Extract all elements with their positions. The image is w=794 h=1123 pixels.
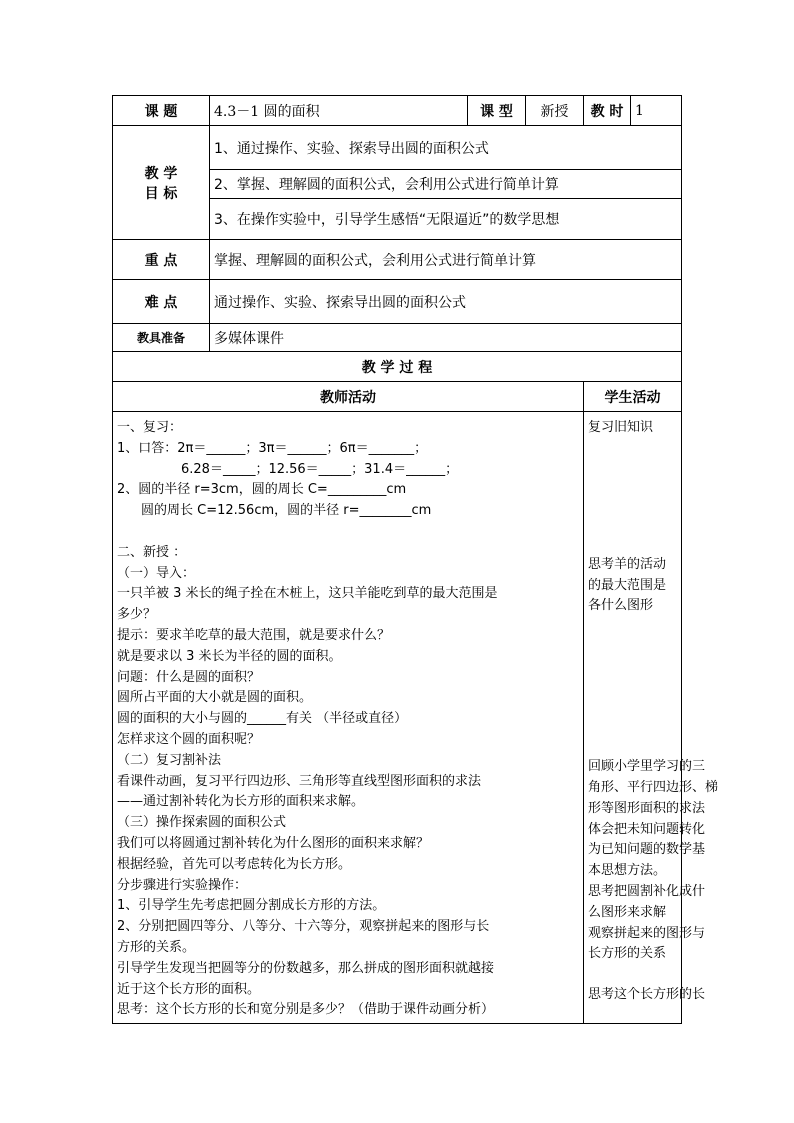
student-think-sheep: 思考羊的活动的最大范围是各什么图形 (588, 556, 667, 614)
goals-label-line1: 教 学 (144, 165, 178, 182)
teacher-line: 提示：要求羊吃草的最大范围，就是要求什么？ (117, 627, 391, 643)
student-recall-line: 回顾小学里学习的三 (588, 759, 706, 775)
teacher-line: 1、引导学生先考虑把圆分割成长方形的方法。 (117, 898, 386, 914)
key-point-row (113, 240, 682, 280)
difficulty-label: 难 点 (113, 280, 210, 324)
teacher-line: 6.28＝_____；12.56＝_____；31.4＝______； (181, 461, 459, 477)
teacher-line: ——通过割补转化为长方形的面积来求解。 (117, 794, 365, 810)
teacher-line: 二、新授 ： (117, 544, 187, 560)
student-recall-line: 思考把圆割补化成什 (588, 883, 706, 899)
student-recall-line: 观察拼起来的图形与 (588, 925, 706, 941)
teacher-line: 1、口答：2π＝______；3π＝______；6π＝_______； (117, 440, 428, 456)
goal-item: 1、通过操作、实验、探索导出圆的面积公式 (210, 126, 682, 170)
key-point-value: 掌握、理解圆的面积公式，会利用公式进行简单计算 (210, 240, 682, 280)
teacher-line: 2、圆的半径 r=3cm，圆的周长 C=_________cm (117, 482, 407, 498)
hours-label: 教 时 (584, 96, 631, 126)
goals-label (113, 126, 210, 240)
info-row (113, 96, 682, 126)
teacher-line: 圆的面积的大小与圆的______有关 （半径或直径） (117, 711, 408, 727)
key-point-label: 重 点 (113, 240, 210, 280)
student-recall-line: 体会把未知问题转化 (588, 821, 706, 837)
tools-label: 教具准备 (113, 324, 210, 352)
hours-value: 1 (631, 96, 682, 126)
teacher-line: 引导学生发现当把圆等分的份数越多，那么拼成的图形面积就越接 (117, 960, 495, 976)
lesson-plan-table (112, 95, 719, 1024)
student-review: 复习旧知识 (588, 420, 654, 435)
teacher-line: （一）导入： (117, 565, 196, 581)
teacher-line: 就是要求以 3 米长为半径的圆的面积。 (117, 648, 342, 664)
teacher-line: 怎样求这个圆的面积呢？ (117, 731, 261, 747)
student-recall-line: 本思想方法。 (588, 863, 667, 879)
teacher-line: 圆所占平面的大小就是圆的面积。 (117, 690, 313, 706)
type-label: 课 型 (468, 96, 526, 126)
tools-value: 多媒体课件 (210, 324, 682, 352)
process-title-row (113, 352, 682, 382)
student-recall-line: 么图形来求解 (588, 904, 667, 920)
topic-label: 课 题 (113, 96, 210, 126)
teacher-column-header: 教师活动 (113, 382, 584, 412)
process-title: 教 学 过 程 (113, 352, 682, 382)
student-recall-line: 形等图形面积的求法 (588, 800, 706, 816)
teacher-line: 分步骤进行实验操作： (117, 877, 248, 893)
teacher-line: 根据经验，首先可以考虑转化为长方形。 (117, 856, 352, 872)
teacher-line: 我们可以将圆通过割补转化为什么图形的面积来求解？ (117, 835, 430, 851)
teacher-line: 问题：什么是圆的面积？ (117, 669, 261, 685)
difficulty-row (113, 280, 682, 324)
teacher-line: （二）复习割补法 (117, 752, 222, 768)
type-value: 新授 (526, 96, 584, 126)
teacher-line: 2、分别把圆四等分、八等分、十六等分，观察拼起来的图形与长 (117, 919, 490, 935)
student-recall-line: 长方形的关系 (588, 946, 667, 962)
tools-row (113, 324, 682, 352)
process-body-row (113, 412, 682, 1024)
student-activity (584, 412, 719, 1024)
difficulty-value: 通过操作、实验、探索导出圆的面积公式 (210, 280, 682, 324)
process-columns-row (113, 382, 682, 412)
goal-row-1 (113, 126, 682, 170)
goal-item: 3、在操作实验中，引导学生感悟“无限逼近”的数学思想 (210, 199, 682, 240)
teacher-line: 圆的周长 C=12.56cm，圆的半径 r=________cm (141, 503, 432, 519)
goals-label-line2: 目 标 (144, 185, 178, 202)
student-recall-line: 角形、平行四边形、梯 (588, 779, 719, 795)
teacher-line (117, 522, 579, 543)
teacher-line: 一、复习： (117, 420, 183, 435)
teacher-line: 方形的关系。 (117, 939, 196, 955)
student-column-header: 学生活动 (584, 382, 682, 412)
teacher-line: 一只羊被 3 米长的绳子拴在木桩上，这只羊能吃到草的最大范围是 (117, 586, 498, 602)
teacher-line: 多少？ (117, 607, 157, 623)
teacher-line: 看课件动画，复习平行四边形、三角形等直线型图形面积的求法 (117, 773, 482, 789)
goal-item: 2、掌握、理解圆的面积公式，会利用公式进行简单计算 (210, 170, 682, 199)
student-think-rect: 思考这个长方形的长 (588, 987, 706, 1003)
student-recall-line: 为已知问题的数学基 (588, 842, 706, 858)
teacher-line: 思考：这个长方形的长和宽分别是多少？（借助于课件动画分析） (117, 1002, 495, 1018)
teacher-activity (113, 412, 584, 1024)
teacher-line: （三）操作探索圆的面积公式 (117, 815, 287, 831)
topic-value: 4.3－1 圆的面积 (210, 96, 468, 126)
teacher-line: 近于这个长方形的面积。 (117, 981, 261, 997)
